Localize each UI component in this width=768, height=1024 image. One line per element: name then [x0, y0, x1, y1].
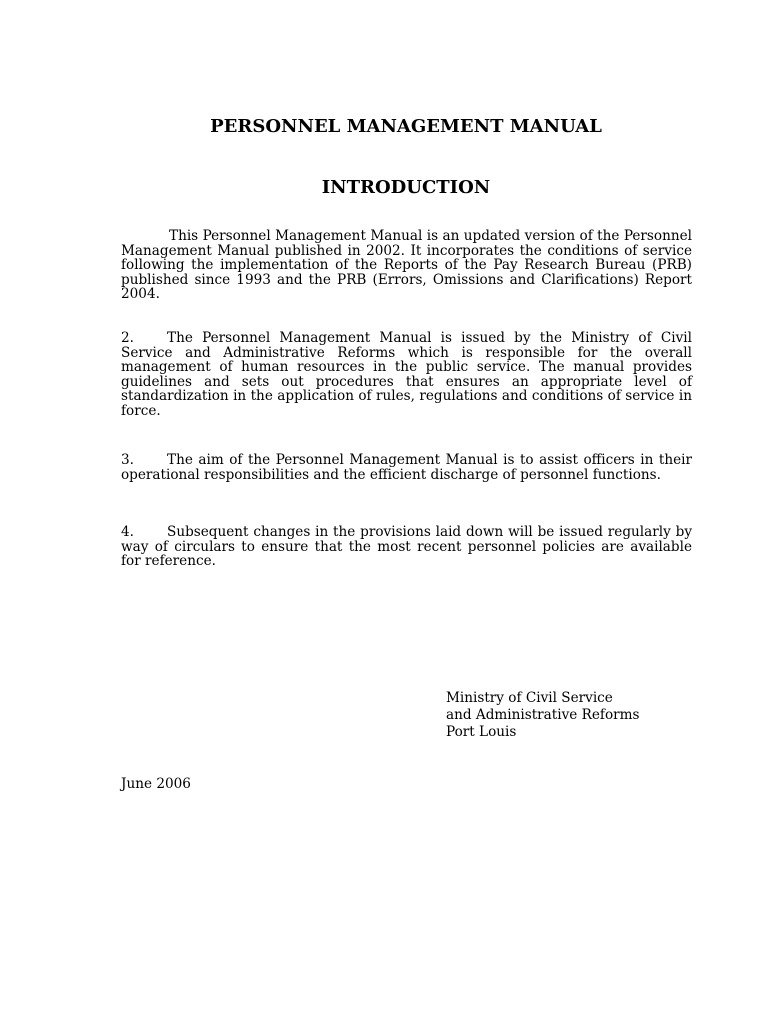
document-title: PERSONNEL MANAGEMENT MANUAL: [210, 116, 602, 137]
paragraph-3: [121, 453, 692, 482]
paragraph-3-text: The aim of the Personnel Management Manual is to assist officers in their operational responsibilities and the efficient discharge of personnel functions.: [121, 452, 692, 483]
paragraph-2-text: The Personnel Management Manual is issued by the Ministry of Civil Service and Administrative Reforms which is responsible for the overall management of human resources in the public service. The manual provides guidelines and sets out procedures that ensures an appropriate level of standardization in the application of rules, regulations and conditions of service in force.: [121, 330, 692, 419]
paragraph-4-text: Subsequent changes in the provisions laid down will be issued regularly by way of circulars to ensure that the most recent personnel policies are available for reference.: [121, 524, 692, 570]
signature-line-3: Port Louis: [446, 724, 517, 740]
signature-block: [446, 690, 640, 741]
paragraph-4-number: 4.: [121, 524, 134, 540]
paragraph-4: [121, 525, 692, 569]
section-heading: INTRODUCTION: [321, 177, 491, 198]
paragraph-1: [121, 229, 692, 302]
paragraph-3-number: 3.: [121, 452, 134, 468]
paragraph-1-text: This Personnel Management Manual is an updated version of the Personnel Management Manual published in 2002. It incorporates the conditions of service following the implementation of the Reports of the Pay Research Bureau (PRB) published since 1993 and the PRB (Errors, Omissions and Clarifications) Report 2004.: [121, 228, 692, 303]
signature-line-2: and Administrative Reforms: [446, 707, 640, 723]
document-date: June 2006: [121, 776, 191, 792]
signature-line-1: Ministry of Civil Service: [446, 690, 613, 706]
paragraph-2: [121, 331, 692, 419]
paragraph-2-number: 2.: [121, 330, 134, 346]
